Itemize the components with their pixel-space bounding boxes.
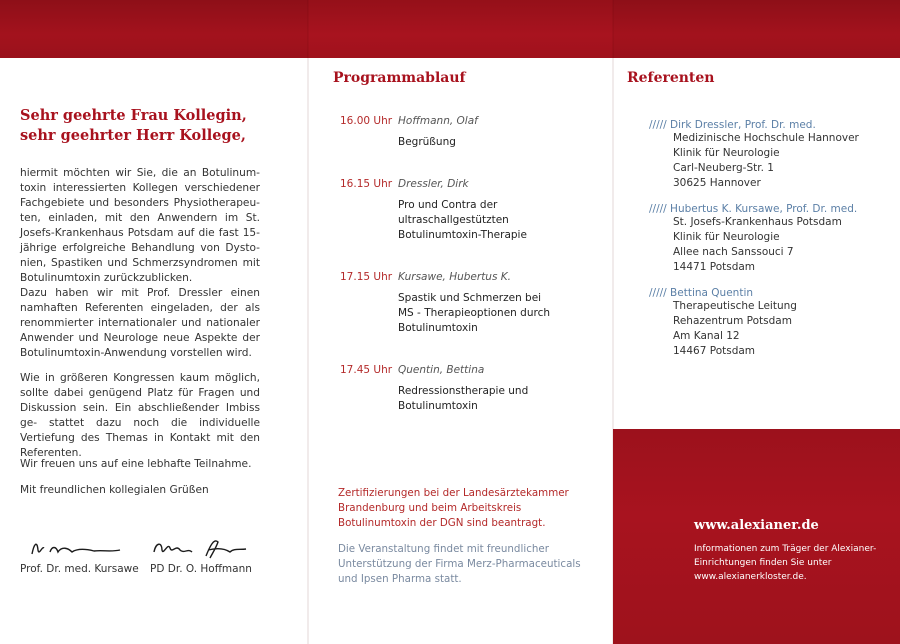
- program-topic: Pro und Contra der ultraschallgestützten Botulinumtoxin-Therapie: [398, 199, 527, 241]
- program-speaker: Quentin, Bettina: [398, 364, 485, 376]
- sponsor-note: Die Veranstaltung findet mit freundlicher Unterstützung der Firma Merz-Pharmaceuticals und Ipsen Pharma statt.: [338, 543, 581, 585]
- letter-closing: Mit freundlichen kollegialen Grüßen: [20, 484, 209, 496]
- referent-address-line: 14471 Potsdam: [673, 261, 756, 273]
- signer-name: Prof. Dr. med. Kursawe: [20, 563, 139, 575]
- program-topic: Redressionstherapie und Botulinumtoxin: [398, 385, 529, 412]
- referent-address-line: 30625 Hannover: [673, 177, 761, 189]
- referent-address-line: 14467 Potsdam: [673, 345, 756, 357]
- salutation: [20, 106, 247, 146]
- website-url[interactable]: www.alexianer.de: [694, 518, 819, 533]
- slash-marker: /////: [649, 203, 667, 215]
- program-speaker: Kursawe, Hubertus K.: [398, 271, 511, 283]
- referents-title: Referenten: [627, 70, 715, 86]
- referent-address-line: Carl-Neuberg-Str. 1: [673, 162, 774, 174]
- salutation-line: Sehr geehrte Frau Kollegin,: [20, 107, 247, 124]
- referent-address-line: Am Kanal 12: [673, 330, 740, 342]
- signature-kursawe: [28, 536, 124, 560]
- referent-name-row: [649, 119, 894, 131]
- slash-marker: /////: [649, 287, 667, 299]
- letter-paragraph: hiermit möchten wir Sie, die an Botulinum- toxin interessierten Kollegen verschiedener Fachgebiete und besonders Physiotherapeu- ten, einladen, mit den Anwendern im St. Josefs-Krankenhaus Potsdam auf die fast 15- jährige erfolgreiche Behandlung von Dysto- nien, Spastiken und Schmerzsyndromen mit Botulinumtoxin zurückzublicken.: [20, 167, 260, 284]
- referent-name-row: [649, 203, 894, 215]
- program-time: 16.00 Uhr: [340, 115, 393, 127]
- referent-address-line: Klinik für Neurologie: [673, 147, 780, 159]
- program-time: 17.15 Uhr: [340, 271, 393, 283]
- referent-name: Dirk Dressler, Prof. Dr. med.: [670, 119, 816, 131]
- program-topic: Spastik und Schmerzen bei MS - Therapieoptionen durch Botulinumtoxin: [398, 292, 550, 334]
- letter-paragraph: Wie in größeren Kongressen kaum möglich, sollte dabei genügend Platz für Fragen und Diskussion sein. Ein abschließender Imbiss ge- stattet dazu noch die individuelle Vertiefung des Themas in Kontakt mit den Referenten.: [20, 372, 260, 459]
- referent-entry: [649, 119, 894, 191]
- program-title: Programmablauf: [333, 70, 466, 86]
- program-time: 16.15 Uhr: [340, 178, 393, 190]
- program-speaker: Hoffmann, Olaf: [398, 115, 478, 127]
- referent-name: Hubertus K. Kursawe, Prof. Dr. med.: [670, 203, 858, 215]
- certification-note: Zertifizierungen bei der Landesärztekammer Brandenburg und beim Arbeitskreis Botulinumtoxin der DGN sind beantragt.: [338, 487, 569, 529]
- header-band-middle: [308, 0, 613, 58]
- referent-name: Bettina Quentin: [670, 287, 754, 299]
- program-speaker: Dressler, Dirk: [398, 178, 469, 190]
- website-box: [613, 429, 900, 644]
- letter-paragraph: Dazu haben wir mit Prof. Dressler einen namhaften Referenten eingeladen, der als renommierter internationaler und nationaler Anwender und Neurologe neue Aspekte der Botulinumtoxin-Anwendung vorstellen wird.: [20, 287, 260, 359]
- referent-name-row: [649, 287, 894, 299]
- referent-address-line: Rehazentrum Potsdam: [673, 315, 792, 327]
- header-band-right: [613, 0, 900, 58]
- letter-paragraph: Wir freuen uns auf eine lebhafte Teilnahme.: [20, 458, 252, 470]
- referent-address-line: St. Josefs-Krankenhaus Potsdam: [673, 216, 842, 228]
- referent-entry: [649, 287, 894, 359]
- referent-entry: [649, 203, 894, 275]
- referent-address-line: Allee nach Sanssouci 7: [673, 246, 794, 258]
- website-info: Informationen zum Träger der Alexianer-Einrichtungen finden Sie unter www.alexianerkloster.de.: [694, 544, 877, 582]
- salutation-line: sehr geehrter Herr Kollege,: [20, 127, 246, 144]
- referent-address-line: Medizinische Hochschule Hannover: [673, 132, 859, 144]
- referent-address-line: Klinik für Neurologie: [673, 231, 780, 243]
- signature-hoffmann: [150, 536, 250, 562]
- fold-line: [307, 0, 309, 644]
- program-time: 17.45 Uhr: [340, 364, 393, 376]
- slash-marker: /////: [649, 119, 667, 131]
- program-topic: Begrüßung: [398, 136, 456, 148]
- signer-name: PD Dr. O. Hoffmann: [150, 563, 252, 575]
- header-band-left: [0, 0, 308, 58]
- referent-address-line: Therapeutische Leitung: [673, 300, 797, 312]
